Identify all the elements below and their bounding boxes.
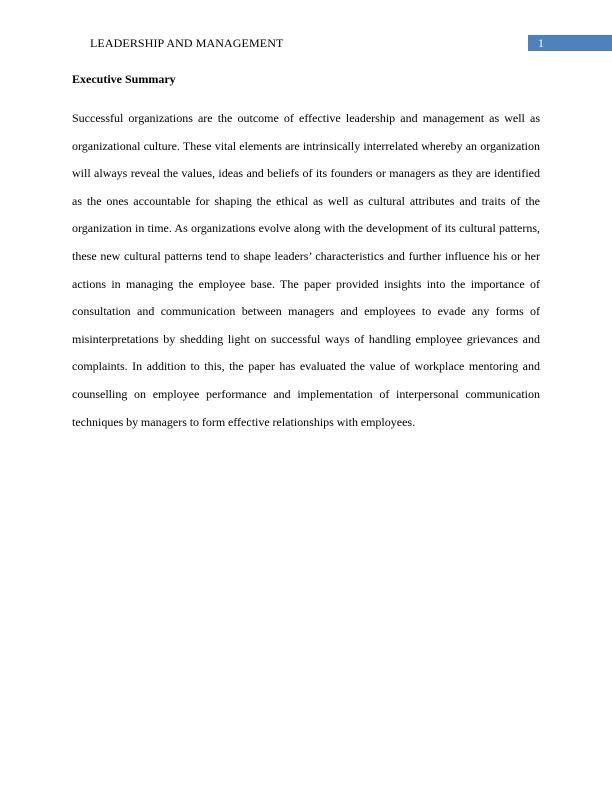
section-heading: Executive Summary (72, 72, 176, 86)
body-paragraph: Successful organizations are the outcome of effective leadership and management as well as organizational culture. These vital elements are intrinsically interrelated whereby an organization will always reveal the values, ideas and beliefs of its founders or managers as they are identified as the ones accountable for shaping the ethical as well as cultural attributes and traits of the organization in time. As organizations evolve along with the development of its cultural patterns, these new cultural patterns tend to shape leaders’ characteristics and further influence his or her actions in managing the employee base. The paper provided insights into the importance of consultation and communication between managers and employees to evade any forms of misinterpretations by shedding light on successful ways of handling employee grievances and complaints. In addition to this, the paper has evaluated the value of workplace mentoring and counselling on employee performance and implementation of interpersonal communication techniques by managers to form effective relationships with employees. (72, 111, 540, 429)
page-number-bar (528, 35, 612, 51)
running-head: LEADERSHIP AND MANAGEMENT (90, 36, 284, 50)
page-number: 1 (538, 36, 544, 50)
